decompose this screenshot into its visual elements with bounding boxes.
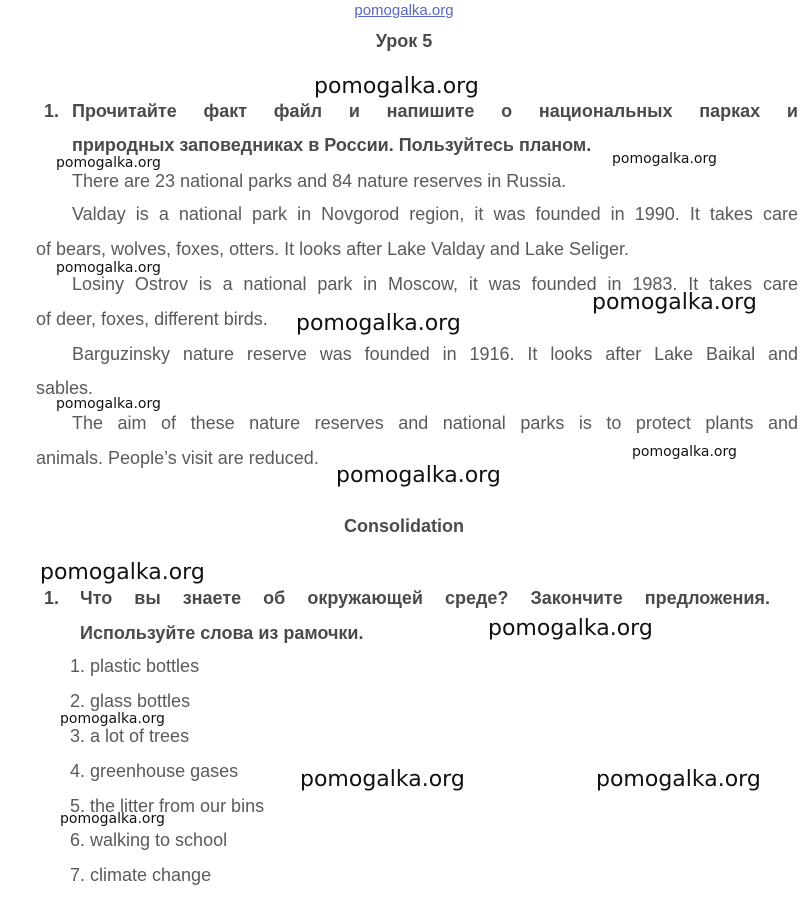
- list-item: 5. the litter from our bins: [70, 796, 265, 816]
- lesson-title: Урок 5: [375, 31, 433, 51]
- watermark: pomogalka.org: [300, 767, 465, 792]
- text-line: sables.: [36, 378, 94, 398]
- watermark: pomogalka.org: [612, 151, 717, 167]
- watermark: pomogalka.org: [296, 311, 461, 336]
- list-item: 2. glass bottles: [70, 691, 191, 711]
- text-line: There are 23 national parks and 84 nature reserves in Russia.: [72, 171, 567, 191]
- watermark: pomogalka.org: [60, 711, 165, 727]
- task-2-instruction-line-2: Используйте слова из рамочки.: [80, 623, 364, 643]
- watermark: pomogalka.org: [592, 290, 757, 315]
- watermark: pomogalka.org: [314, 74, 479, 99]
- watermark: pomogalka.org: [56, 260, 161, 276]
- list-item: 6. walking to school: [70, 830, 228, 850]
- task-2-instruction-line-1: Что вы знаете об окружающей среде? Закончите предложения.: [80, 588, 770, 608]
- watermark: pomogalka.org: [56, 396, 161, 412]
- watermark: pomogalka.org: [336, 463, 501, 488]
- list-item: 7. climate change: [70, 865, 212, 885]
- list-item: 3. a lot of trees: [70, 726, 190, 746]
- watermark: pomogalka.org: [596, 767, 761, 792]
- task-1-instruction-line-2: природных заповедниках в России. Пользуйтесь планом.: [72, 135, 592, 155]
- watermark: pomogalka.org: [60, 811, 165, 827]
- text-line: Valday is a national park in Novgorod region, it was founded in 1990. It takes care: [72, 204, 798, 224]
- section-title: Consolidation: [344, 516, 464, 536]
- text-line: Barguzinsky nature reserve was founded in 1916. It looks after Lake Baikal and: [72, 344, 798, 364]
- task-1-number: 1.: [44, 101, 60, 121]
- text-line: Losiny Ostrov is a national park in Moscow, it was founded in 1983. It takes care: [72, 274, 798, 294]
- watermark: pomogalka.org: [40, 560, 205, 585]
- site-header-link[interactable]: pomogalka.org: [354, 2, 454, 19]
- text-line: of bears, wolves, foxes, otters. It looks after Lake Valday and Lake Seliger.: [36, 239, 629, 259]
- list-item: 1. plastic bottles: [70, 656, 200, 676]
- task-2-number: 1.: [44, 588, 60, 608]
- watermark: pomogalka.org: [632, 444, 737, 460]
- text-line: animals. People’s visit are reduced.: [36, 448, 319, 468]
- text-line: of deer, foxes, different birds.: [36, 309, 268, 329]
- text-line: The aim of these nature reserves and national parks is to protect plants and: [72, 413, 798, 433]
- list-item: 4. greenhouse gases: [70, 761, 239, 781]
- task-1-instruction-line-1: Прочитайте факт файл и напишите о национальных парках и: [72, 101, 798, 121]
- watermark: pomogalka.org: [488, 616, 653, 641]
- watermark: pomogalka.org: [56, 155, 161, 171]
